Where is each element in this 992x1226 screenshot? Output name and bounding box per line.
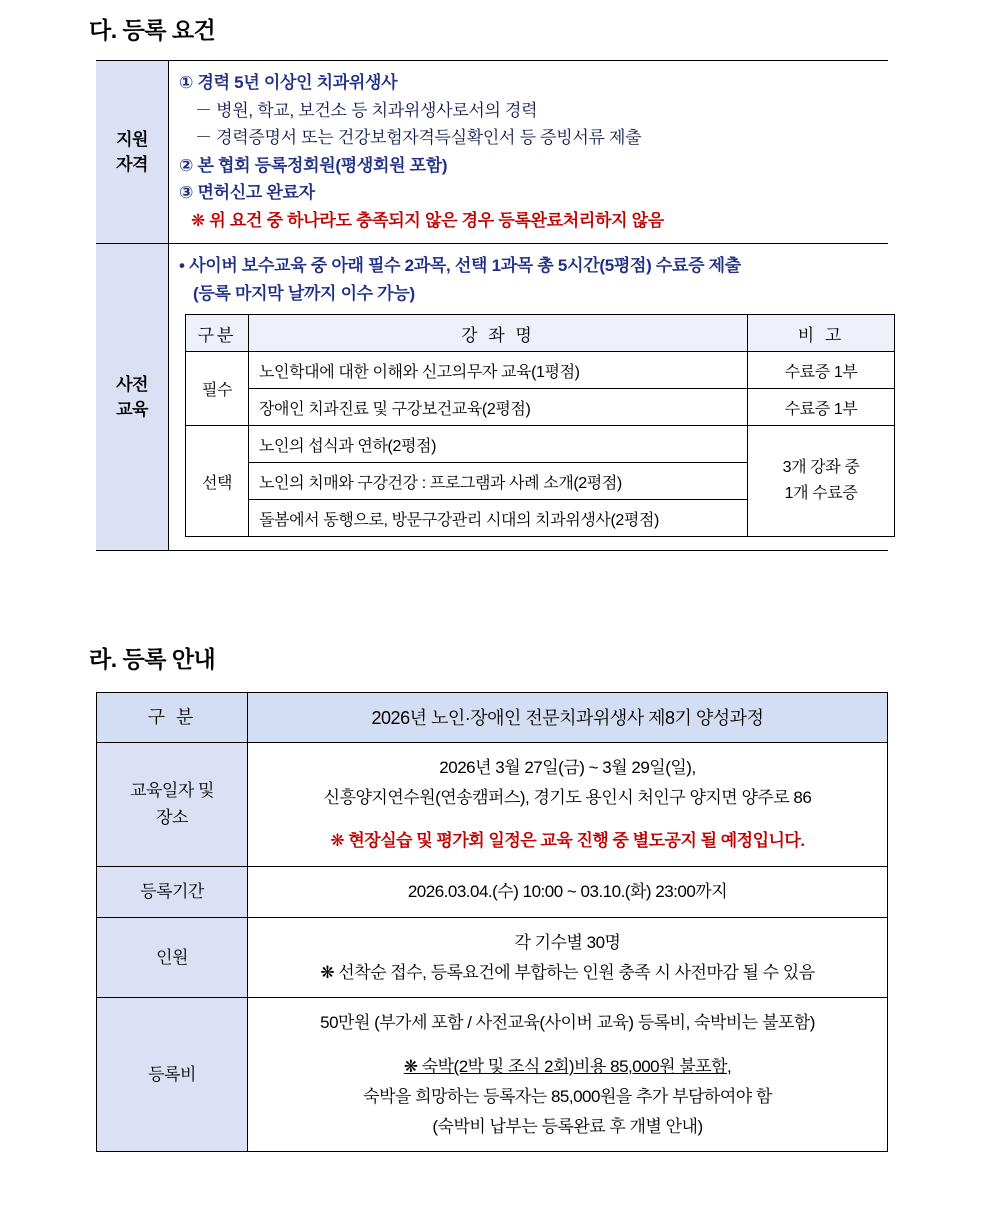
guide-label-period [97, 867, 248, 918]
guide-header-row [97, 693, 888, 743]
course-group-required: 필수 [186, 352, 249, 426]
label-line-1: 등록비 [148, 1065, 196, 1085]
value-line: (숙박비 납부는 등록완료 후 개별 안내) [432, 1116, 703, 1136]
guide-header-division: 구 분 [97, 693, 248, 743]
spacer [254, 812, 881, 826]
pretraining-note-line-1: • 사이버 보수교육 중 아래 필수 2과목, 선택 1과목 총 5시간(5평점) 수료증 제출 [179, 256, 741, 276]
table-row [186, 389, 895, 426]
courses-header-course-name: 강 좌 명 [249, 315, 748, 352]
row-body-qualification [169, 61, 889, 244]
course-note-line-1: 3개 강좌 중 [782, 458, 860, 476]
course-group-elective: 선택 [186, 426, 249, 537]
table-row-capacity [97, 917, 888, 998]
value-line: ❋ 선착순 접수, 등록요건에 부합하는 인원 충족 시 사전마감 될 수 있음 [320, 962, 815, 982]
value-line: 2026.03.04.(수) 10:00 ~ 03.10.(화) 23:00까지 [407, 882, 728, 902]
section-heading-requirements: 다. 등록 요건 [89, 17, 216, 43]
value-line: 숙박을 희망하는 등록자는 85,000원을 추가 부담하여야 함 [363, 1086, 772, 1106]
course-note: 수료증 1부 [748, 389, 895, 426]
courses-table [185, 314, 895, 537]
requirement-item-1-sub-2: － 경력증명서 또는 건강보험자격득실확인서 등 증빙서류 제출 [195, 128, 642, 148]
table-row [186, 426, 895, 463]
guide-label-capacity [97, 917, 248, 998]
label-line-1: 인원 [156, 947, 188, 967]
pretraining-note-line-2: (등록 마지막 날까지 이수 가능) [193, 283, 415, 303]
requirement-item-1: ① 경력 5년 이상인 치과위생사 [179, 73, 398, 92]
table-row-date-place [97, 742, 888, 866]
value-line: 신흥양지연수원(연송캠퍼스), 경기도 용인시 처인구 양지면 양주로 86 [323, 787, 812, 807]
table-row [186, 352, 895, 389]
requirement-item-2: ② 본 협회 등록정회원(평생회원 포함) [179, 155, 448, 175]
value-line: 50만원 (부가세 포함 / 사전교육(사이버 교육) 등록비, 숙박비는 불포함) [320, 1013, 815, 1033]
label-line-1: 교육일자 및 [130, 781, 214, 801]
requirements-table [96, 60, 888, 551]
courses-header-note: 비 고 [748, 315, 895, 352]
value-line: 2026년 3월 27일(금) ~ 3월 29일(일), [439, 757, 696, 777]
spacer [254, 1038, 881, 1052]
table-row-qualification [96, 61, 888, 244]
course-note: 수료증 1부 [748, 352, 895, 389]
courses-table-header-row [186, 315, 895, 352]
guide-value-capacity [248, 917, 888, 998]
course-name: 노인의 섭식과 연하(2평점) [249, 426, 748, 463]
row-label-qualification [96, 61, 169, 244]
row-label-pretraining [96, 244, 169, 551]
course-note-elective [748, 426, 895, 537]
label-line-2: 교육 [116, 400, 148, 420]
guide-value-date-place [248, 742, 888, 866]
value-line-warning: ❋ 현장실습 및 평가회 일정은 교육 진행 중 별도공지 될 예정입니다. [330, 831, 805, 851]
value-line-lodging: ❋ 숙박(2박 및 조식 2회)비용 85,000원 불포함, [403, 1057, 732, 1077]
table-row-pretraining [96, 244, 888, 551]
guide-label-date-place [97, 742, 248, 866]
course-name: 돌봄에서 동행으로, 방문구강관리 시대의 치과위생사(2평점) [249, 500, 748, 537]
requirement-item-1-sub-1: － 병원, 학교, 보건소 등 치과위생사로서의 경력 [195, 100, 538, 120]
course-name: 장애인 치과진료 및 구강보건교육(2평점) [249, 389, 748, 426]
requirement-warning-note: ❋ 위 요건 중 하나라도 충족되지 않은 경우 등록완료처리하지 않음 [191, 210, 664, 230]
guide-value-fee [248, 998, 888, 1152]
requirement-item-3: ③ 면허신고 완료자 [179, 183, 315, 203]
guide-label-fee [97, 998, 248, 1152]
row-body-pretraining [169, 244, 889, 551]
course-note-line-2: 1개 수료증 [784, 485, 858, 503]
label-line-2: 장소 [156, 808, 188, 828]
table-row-period [97, 867, 888, 918]
table-row-fee [97, 998, 888, 1152]
label-line-1: 사전 [116, 374, 148, 394]
guide-table [96, 692, 888, 1152]
courses-header-division: 구분 [186, 315, 249, 352]
label-line-1: 등록기간 [140, 882, 204, 902]
guide-header-course-title: 2026년 노인·장애인 전문치과위생사 제8기 양성과정 [248, 693, 888, 743]
label-line-2: 자격 [116, 155, 148, 175]
value-line: 각 기수별 30명 [514, 932, 621, 952]
course-name: 노인학대에 대한 이해와 신고의무자 교육(1평점) [249, 352, 748, 389]
label-line-1: 지원 [116, 129, 148, 149]
section-heading-guide: 라. 등록 안내 [89, 646, 216, 672]
course-name: 노인의 치매와 구강건강 : 프로그램과 사례 소개(2평점) [249, 463, 748, 500]
guide-value-period [248, 867, 888, 918]
